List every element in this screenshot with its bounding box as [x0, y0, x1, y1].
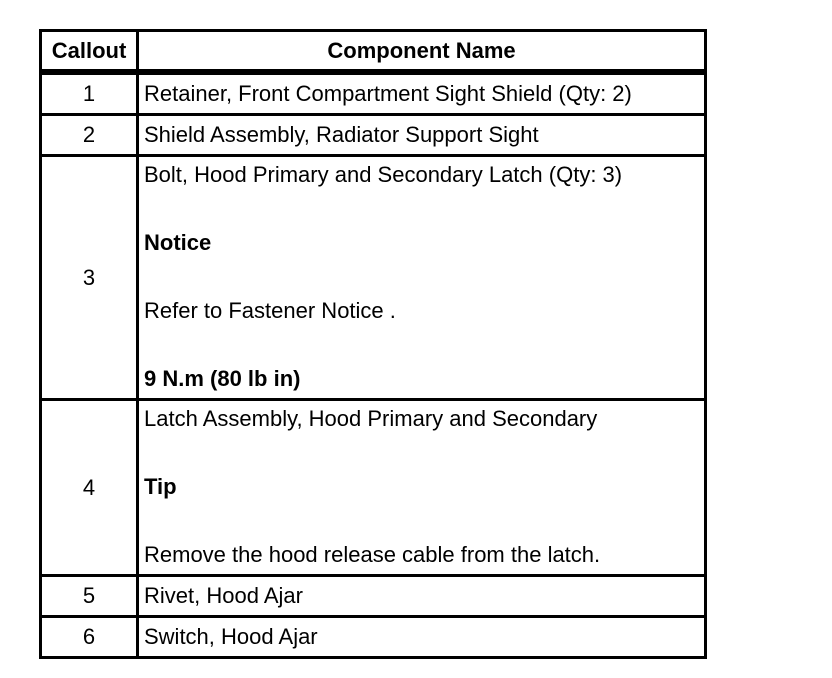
component-name-text: Bolt, Hood Primary and Secondary Latch (Qty: 3)	[144, 162, 623, 187]
component-name-text: Latch Assembly, Hood Primary and Secondary	[144, 406, 598, 431]
component-name-cell: Retainer, Front Compartment Sight Shield (Qty: 2)	[139, 72, 704, 113]
callout-header: Callout	[42, 32, 139, 72]
component-name-cell	[139, 154, 704, 398]
table-row	[42, 113, 704, 154]
tip-heading: Tip	[144, 474, 177, 499]
callout-cell: 2	[42, 113, 139, 154]
callout-cell: 5	[42, 574, 139, 615]
callout-cell: 3	[42, 154, 139, 398]
table-header-row	[42, 32, 704, 72]
table-row	[42, 72, 704, 113]
callout-cell: 4	[42, 398, 139, 574]
component-name-cell: Shield Assembly, Radiator Support Sight	[139, 113, 704, 154]
tip-text: Remove the hood release cable from the latch.	[144, 542, 601, 567]
table-row	[42, 574, 704, 615]
callout-cell: 1	[42, 72, 139, 113]
table-row	[42, 615, 704, 656]
notice-heading: Notice	[144, 230, 212, 255]
notice-text: Refer to Fastener Notice .	[144, 298, 396, 323]
component-name-cell	[139, 398, 704, 574]
callout-cell: 6	[42, 615, 139, 656]
component-table	[39, 29, 707, 659]
torque-spec: 9 N.m (80 lb in)	[144, 366, 301, 391]
component-name-cell: Rivet, Hood Ajar	[139, 574, 704, 615]
component-name-header: Component Name	[139, 32, 704, 72]
table-row	[42, 398, 704, 574]
component-name-cell: Switch, Hood Ajar	[139, 615, 704, 656]
table-row	[42, 154, 704, 398]
